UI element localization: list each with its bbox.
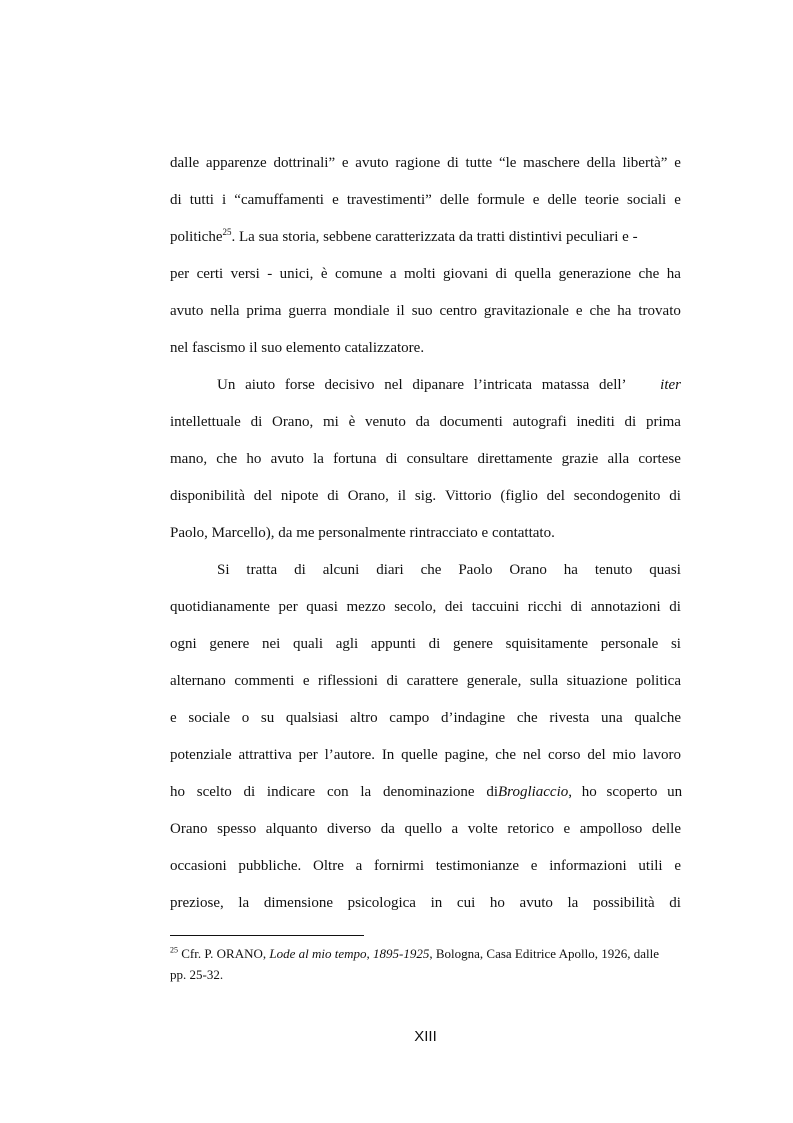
- word: di: [294, 562, 306, 578]
- word: (figlio: [500, 488, 538, 504]
- footnote-title: Lode al mio tempo, 1895-1925: [269, 946, 430, 961]
- word: e: [674, 858, 681, 874]
- text-line: [170, 848, 681, 885]
- word: tenuto: [594, 562, 633, 578]
- text-line: [170, 885, 681, 922]
- text-line: [170, 737, 681, 774]
- word: delle: [651, 821, 681, 837]
- word: taccuini: [471, 599, 520, 615]
- word: Paolo: [458, 562, 493, 578]
- word: spesso: [217, 821, 257, 837]
- text-line: [170, 589, 681, 626]
- text-line: [170, 145, 681, 182]
- word: quasi: [306, 599, 338, 615]
- word: e: [332, 192, 339, 208]
- word: Si: [217, 562, 230, 578]
- text-fragment: [170, 774, 681, 811]
- word: o: [241, 710, 250, 726]
- word: Orano: [170, 821, 208, 837]
- word: fornirmi: [374, 858, 424, 874]
- word: dei: [444, 599, 464, 615]
- word: delle: [439, 192, 470, 208]
- word: tratta: [246, 562, 278, 578]
- word: ha: [617, 303, 632, 319]
- word: suo: [411, 303, 433, 319]
- word: quello: [404, 821, 442, 837]
- text-fragment: politiche: [170, 229, 223, 245]
- word: dalle: [170, 155, 200, 171]
- word: nella: [210, 303, 240, 319]
- footnote-text: [170, 943, 659, 964]
- word: altro: [350, 710, 378, 726]
- word: teorie: [584, 192, 619, 208]
- word: nei: [262, 636, 281, 652]
- footnote-fragment: Cfr. P. ORANO,: [181, 946, 270, 961]
- word: quelle: [401, 747, 438, 763]
- word: inediti: [576, 414, 615, 430]
- text-line: [170, 811, 681, 848]
- text-line: [170, 330, 681, 367]
- word: nel: [522, 747, 542, 763]
- footnote: [170, 943, 681, 985]
- word: e: [170, 710, 177, 726]
- word: trovato: [638, 303, 681, 319]
- word: e: [674, 155, 681, 171]
- word: -: [267, 266, 273, 282]
- word: che: [638, 266, 660, 282]
- word: squisitamente: [505, 636, 589, 652]
- word: di: [170, 192, 182, 208]
- word: sig.: [414, 488, 437, 504]
- word: quali: [293, 636, 324, 652]
- word: è: [348, 414, 356, 430]
- word: alcuni: [322, 562, 360, 578]
- word: prima: [246, 303, 282, 319]
- word: per: [298, 747, 318, 763]
- word: giovani: [443, 266, 489, 282]
- word: annotazioni: [590, 599, 661, 615]
- word: rivesta: [549, 710, 590, 726]
- word: avuto: [270, 451, 304, 467]
- word: disponibilità: [170, 488, 245, 504]
- word: e: [530, 858, 538, 874]
- word: certi: [196, 266, 224, 282]
- word: sociale: [188, 710, 231, 726]
- word: tutte: [465, 155, 493, 171]
- text-line: [170, 515, 681, 552]
- word: quasi: [649, 562, 681, 578]
- word: agli: [335, 636, 359, 652]
- text-line: [170, 626, 681, 663]
- word: Vittorio: [444, 488, 492, 504]
- word: di: [669, 895, 681, 911]
- word: lavoro: [642, 747, 681, 763]
- word: la: [313, 451, 324, 467]
- word: d’indagine: [440, 710, 506, 726]
- text-fragment: [217, 367, 681, 404]
- word: unici,: [279, 266, 314, 282]
- word: cui: [456, 895, 476, 911]
- word: occasioni: [170, 858, 227, 874]
- word: mio: [612, 747, 636, 763]
- word: autografi: [512, 414, 567, 430]
- word: maschere: [523, 155, 580, 171]
- word: per: [170, 266, 190, 282]
- word: attrattiva: [238, 747, 292, 763]
- text-fragment: , ho scoperto un: [568, 784, 683, 800]
- text-line: [170, 774, 681, 811]
- word: corso: [548, 747, 581, 763]
- word: pubbliche.: [238, 858, 302, 874]
- word: alternano: [170, 673, 226, 689]
- text-fragment: . La sua storia, sebbene caratterizzata da tratti distintivi peculiari e -: [231, 229, 638, 245]
- word: ho: [489, 895, 505, 911]
- text-line: [170, 404, 681, 441]
- word: di: [495, 266, 508, 282]
- word: il: [397, 488, 407, 504]
- word: versi: [230, 266, 260, 282]
- footnote-ref[interactable]: 25: [222, 227, 232, 237]
- word: di: [385, 451, 398, 467]
- word: “le: [498, 155, 517, 171]
- word: quotidianamente: [170, 599, 270, 615]
- word: la: [238, 895, 250, 911]
- text-line: [170, 256, 681, 293]
- word: ragione: [395, 155, 441, 171]
- word: da: [415, 414, 430, 430]
- italic-term: iter: [660, 377, 681, 393]
- word: di: [428, 636, 441, 652]
- word: molti: [403, 266, 436, 282]
- word: del: [587, 747, 606, 763]
- text-fragment: nel fascismo il suo elemento catalizzatore.: [170, 340, 425, 356]
- word: campo: [389, 710, 430, 726]
- word: consultare: [406, 451, 469, 467]
- word: formule: [477, 192, 525, 208]
- word: travestimenti”: [346, 192, 432, 208]
- word: che: [216, 451, 238, 467]
- footnote-number: 25: [170, 945, 178, 955]
- word: di: [624, 414, 637, 430]
- word: utili: [638, 858, 663, 874]
- word: che: [516, 710, 538, 726]
- word: volte: [467, 821, 498, 837]
- word: retorico: [507, 821, 554, 837]
- text-fragment: ho scelto di indicare con la denominazione di: [170, 784, 498, 800]
- text-line: [170, 441, 681, 478]
- word: e: [532, 192, 540, 208]
- word: nipote: [280, 488, 319, 504]
- word: documenti: [439, 414, 503, 430]
- text-line: [170, 663, 681, 700]
- text-fragment: Un aiuto forse decisivo nel dipanare l’intricata matassa dell’: [217, 377, 627, 393]
- word: in: [430, 895, 443, 911]
- footnote-fragment: pp. 25-32.: [170, 967, 224, 982]
- word: che: [420, 562, 442, 578]
- word: ogni: [170, 636, 197, 652]
- word: del: [253, 488, 273, 504]
- text-fragment: [498, 774, 682, 811]
- text-line: [170, 219, 681, 256]
- word: alquanto: [265, 821, 318, 837]
- word: informazioni: [549, 858, 627, 874]
- word: commenti: [234, 673, 295, 689]
- text-line: [170, 367, 681, 404]
- word: tutti: [189, 192, 214, 208]
- word: l’autore.: [324, 747, 375, 763]
- word: Orano,: [271, 414, 314, 430]
- italic-term: Brogliaccio: [498, 784, 569, 800]
- word: intellettuale: [170, 414, 241, 430]
- word: e: [341, 155, 349, 171]
- word: e: [302, 673, 310, 689]
- word: Oltre: [313, 858, 344, 874]
- word: direttamente: [477, 451, 553, 467]
- word: diverso: [327, 821, 372, 837]
- word: ho: [246, 451, 262, 467]
- word: sulla: [529, 673, 559, 689]
- word: prima: [645, 414, 681, 430]
- word: personale: [600, 636, 659, 652]
- text-line: [170, 552, 681, 589]
- word: apparenze: [205, 155, 267, 171]
- word: generale,: [466, 673, 522, 689]
- word: i: [222, 192, 227, 208]
- word: mi: [322, 414, 339, 430]
- word: di: [250, 414, 263, 430]
- text-line: [170, 293, 681, 330]
- word: “camuffamenti: [234, 192, 324, 208]
- word: diari: [376, 562, 404, 578]
- word: possibilità: [592, 895, 655, 911]
- word: guerra: [288, 303, 327, 319]
- word: sociali: [627, 192, 667, 208]
- word: a: [451, 821, 459, 837]
- word: di: [447, 155, 459, 171]
- word: e: [563, 821, 571, 837]
- footnote-line: [170, 964, 681, 985]
- word: qualche: [634, 710, 681, 726]
- word: che: [589, 303, 611, 319]
- word: di: [669, 599, 681, 615]
- word: delle: [547, 192, 577, 208]
- word: riflessioni: [317, 673, 378, 689]
- word: di: [669, 488, 681, 504]
- word: politica: [636, 673, 681, 689]
- word: comune: [334, 266, 383, 282]
- word: del: [546, 488, 565, 504]
- footnote-line: [170, 943, 681, 964]
- word: venuto: [365, 414, 406, 430]
- word: ricchi: [527, 599, 562, 615]
- word: fortuna: [333, 451, 377, 467]
- word: mondiale: [333, 303, 390, 319]
- word: Orano: [509, 562, 547, 578]
- word: di: [386, 673, 399, 689]
- word: genere: [452, 636, 493, 652]
- word: In: [381, 747, 395, 763]
- word: cortese: [638, 451, 681, 467]
- word: si: [670, 636, 681, 652]
- word: avuto: [170, 303, 204, 319]
- word: alla: [607, 451, 630, 467]
- word: genere: [209, 636, 250, 652]
- text-line: [170, 700, 681, 737]
- word: libertà”: [622, 155, 668, 171]
- word: secondogenito: [573, 488, 661, 504]
- text-fragment: Paolo, Marcello), da me personalmente rintracciato e contattato.: [170, 525, 555, 541]
- word: e: [575, 303, 583, 319]
- word: Orano,: [347, 488, 389, 504]
- word: della: [586, 155, 616, 171]
- word: che: [495, 747, 517, 763]
- word: situazione: [566, 673, 628, 689]
- word: di: [327, 488, 339, 504]
- word: psicologica: [347, 895, 416, 911]
- word: a: [355, 858, 363, 874]
- word: a: [389, 266, 397, 282]
- word: secolo,: [394, 599, 437, 615]
- word: da: [380, 821, 395, 837]
- word: dimensione: [263, 895, 333, 911]
- body-text: [170, 145, 681, 922]
- word: su: [260, 710, 275, 726]
- word: è: [320, 266, 328, 282]
- word: grazie: [561, 451, 599, 467]
- page-number: XIII: [414, 1028, 437, 1045]
- word: avuto: [355, 155, 389, 171]
- word: il: [396, 303, 405, 319]
- word: testimonianze: [435, 858, 520, 874]
- word: di: [570, 599, 583, 615]
- word: dottrinali”: [273, 155, 336, 171]
- word: avuto: [519, 895, 553, 911]
- footnote-fragment: , Bologna, Casa Editrice Apollo, 1926, dalle: [429, 946, 659, 961]
- word: gravitazionale: [483, 303, 569, 319]
- word: qualsiasi: [285, 710, 339, 726]
- word: potenziale: [170, 747, 232, 763]
- word: pagine,: [444, 747, 489, 763]
- word: e: [674, 192, 681, 208]
- word: ha: [666, 266, 681, 282]
- word: la: [567, 895, 579, 911]
- text-line: [170, 478, 681, 515]
- word: carattere: [406, 673, 459, 689]
- word: per: [278, 599, 298, 615]
- word: preziose,: [170, 895, 224, 911]
- word: una: [601, 710, 623, 726]
- footnote-divider: [170, 935, 364, 936]
- word: mezzo: [346, 599, 386, 615]
- text-line: [170, 182, 681, 219]
- word: quella: [514, 266, 552, 282]
- word: ampolloso: [579, 821, 643, 837]
- word: centro: [439, 303, 477, 319]
- word: appunti: [370, 636, 416, 652]
- word: generazione: [558, 266, 632, 282]
- word: ha: [563, 562, 578, 578]
- word: mano,: [170, 451, 208, 467]
